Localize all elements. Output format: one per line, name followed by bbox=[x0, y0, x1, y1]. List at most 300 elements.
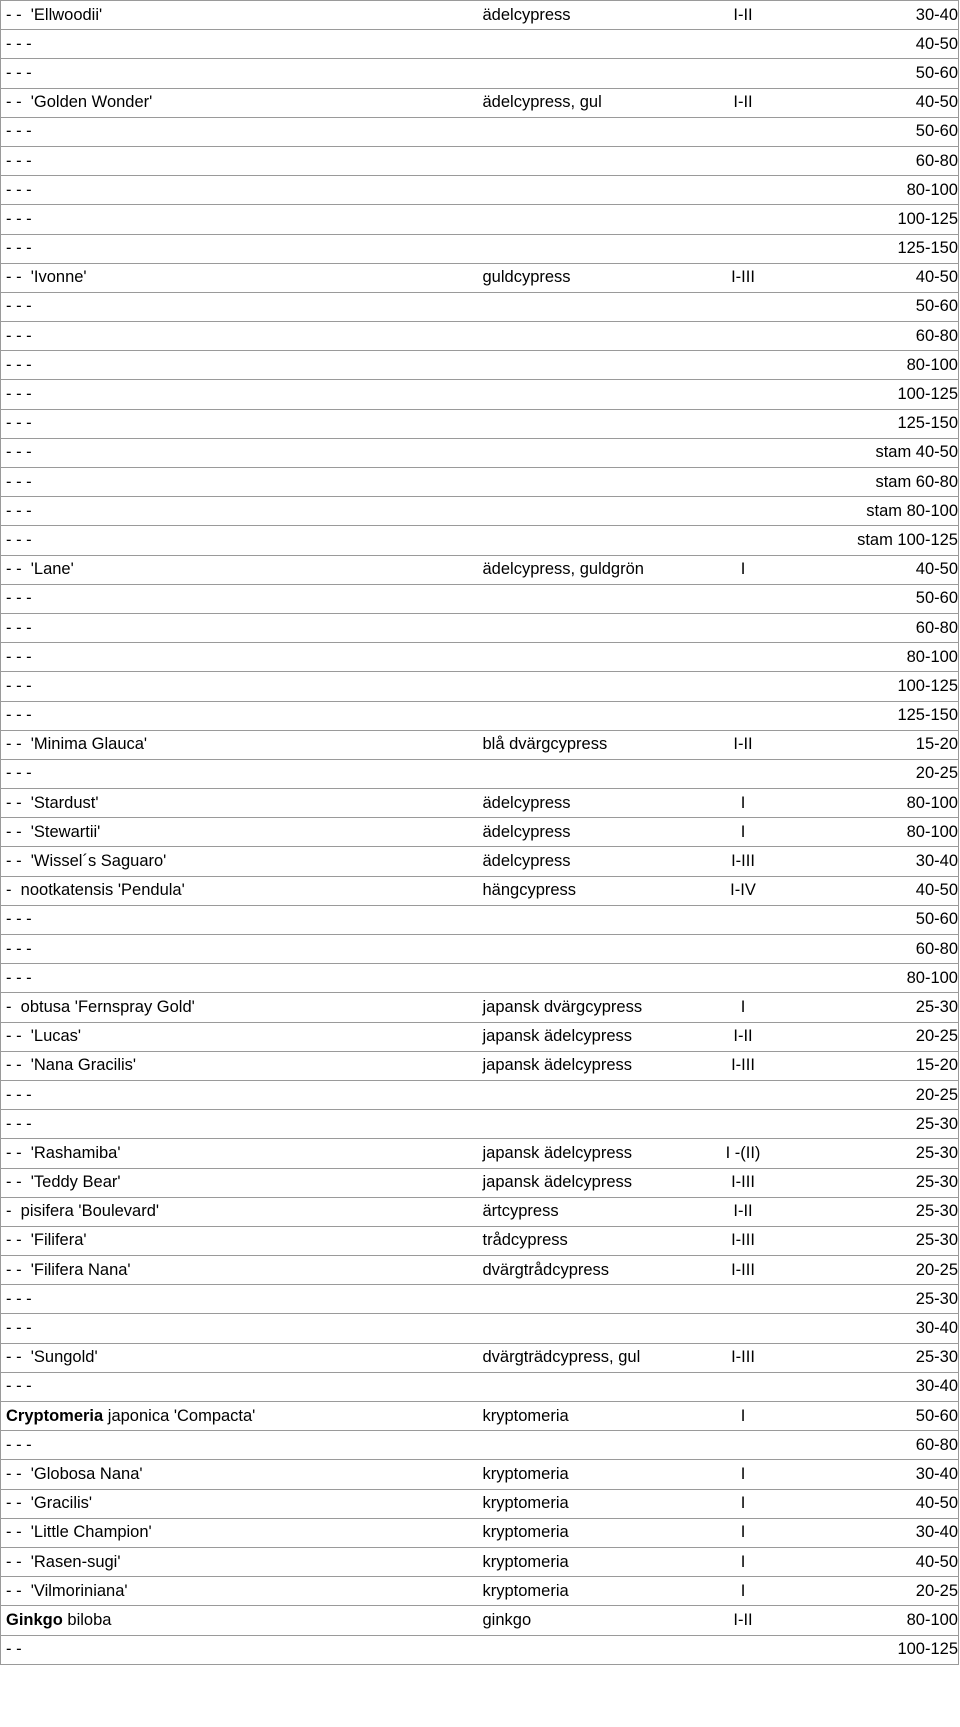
size-cell: 20-25 bbox=[776, 759, 959, 788]
plant-name-cell bbox=[1, 643, 478, 672]
hardiness-zone-cell bbox=[706, 176, 776, 205]
plant-name: - - - bbox=[6, 706, 32, 725]
size-cell: 30-40 bbox=[776, 1, 959, 30]
hardiness-zone-cell: I-III bbox=[706, 263, 776, 292]
hardiness-zone-cell: I bbox=[706, 1402, 776, 1431]
size-cell: stam 80-100 bbox=[776, 497, 959, 526]
plant-name: - - 'Globosa Nana' bbox=[6, 1464, 143, 1483]
size-cell: 40-50 bbox=[776, 88, 959, 117]
hardiness-zone-cell bbox=[706, 409, 776, 438]
table-row bbox=[1, 1431, 959, 1460]
plant-name-cell bbox=[1, 1489, 478, 1518]
plant-name-cell bbox=[1, 759, 478, 788]
plant-name-cell bbox=[1, 905, 478, 934]
plant-name: biloba bbox=[62, 1610, 112, 1629]
plant-name: - - - bbox=[6, 647, 32, 666]
hardiness-zone-cell: I-II bbox=[706, 730, 776, 759]
plant-name-cell bbox=[1, 847, 478, 876]
hardiness-zone-cell bbox=[706, 292, 776, 321]
hardiness-zone-cell: I-III bbox=[706, 847, 776, 876]
common-name-cell bbox=[478, 905, 706, 934]
size-cell: 30-40 bbox=[776, 1314, 959, 1343]
table-row bbox=[1, 88, 959, 117]
common-name-cell: ärtcypress bbox=[478, 1197, 706, 1226]
plant-name-cell bbox=[1, 30, 478, 59]
plant-name-cell bbox=[1, 1314, 478, 1343]
common-name-cell: kryptomeria bbox=[478, 1518, 706, 1547]
plant-name-cell bbox=[1, 1080, 478, 1109]
common-name-cell: guldcypress bbox=[478, 263, 706, 292]
hardiness-zone-cell bbox=[706, 584, 776, 613]
size-cell: 80-100 bbox=[776, 643, 959, 672]
table-row bbox=[1, 701, 959, 730]
common-name-cell bbox=[478, 468, 706, 497]
plant-name-cell bbox=[1, 555, 478, 584]
common-name-cell: japansk ädelcypress bbox=[478, 1022, 706, 1051]
common-name-cell bbox=[478, 672, 706, 701]
common-name-cell bbox=[478, 322, 706, 351]
size-cell: 20-25 bbox=[776, 1577, 959, 1606]
plant-name: - - - bbox=[6, 355, 32, 374]
size-cell: 40-50 bbox=[776, 555, 959, 584]
table-row bbox=[1, 1197, 959, 1226]
plant-name-cell bbox=[1, 993, 478, 1022]
plant-name: - - - bbox=[6, 385, 32, 404]
common-name-cell: kryptomeria bbox=[478, 1402, 706, 1431]
common-name-cell bbox=[478, 234, 706, 263]
size-cell: 60-80 bbox=[776, 613, 959, 642]
hardiness-zone-cell bbox=[706, 643, 776, 672]
plant-name-cell bbox=[1, 176, 478, 205]
table-row bbox=[1, 409, 959, 438]
plant-name: - - - bbox=[6, 676, 32, 695]
hardiness-zone-cell bbox=[706, 322, 776, 351]
plant-name: - - - bbox=[6, 239, 32, 258]
size-cell: 30-40 bbox=[776, 1372, 959, 1401]
table-row bbox=[1, 1577, 959, 1606]
plant-name-cell bbox=[1, 1285, 478, 1314]
table-row bbox=[1, 1, 959, 30]
common-name-cell: hängcypress bbox=[478, 876, 706, 905]
plant-name: - - bbox=[6, 1640, 22, 1659]
common-name-cell bbox=[478, 59, 706, 88]
table-row bbox=[1, 292, 959, 321]
plant-name: - - - bbox=[6, 530, 32, 549]
plant-name-cell bbox=[1, 701, 478, 730]
plant-name-cell bbox=[1, 1256, 478, 1285]
plant-name: - - 'Lane' bbox=[6, 560, 74, 579]
common-name-cell: ädelcypress bbox=[478, 1, 706, 30]
common-name-cell bbox=[478, 526, 706, 555]
table-row bbox=[1, 380, 959, 409]
size-cell: 80-100 bbox=[776, 1606, 959, 1635]
plant-name-cell bbox=[1, 1051, 478, 1080]
size-cell: 50-60 bbox=[776, 292, 959, 321]
size-cell: 50-60 bbox=[776, 905, 959, 934]
genus-name: Ginkgo bbox=[6, 1610, 63, 1629]
table-row bbox=[1, 730, 959, 759]
plant-name-cell bbox=[1, 1168, 478, 1197]
common-name-cell: ädelcypress bbox=[478, 847, 706, 876]
plant-name: - - - bbox=[6, 63, 32, 82]
hardiness-zone-cell: I-II bbox=[706, 1022, 776, 1051]
plant-name: - - - bbox=[6, 151, 32, 170]
hardiness-zone-cell bbox=[706, 1285, 776, 1314]
plant-name-cell bbox=[1, 263, 478, 292]
hardiness-zone-cell bbox=[706, 1431, 776, 1460]
plant-name-cell bbox=[1, 497, 478, 526]
plant-name-cell bbox=[1, 1022, 478, 1051]
plant-name: - - - bbox=[6, 1377, 32, 1396]
hardiness-zone-cell bbox=[706, 30, 776, 59]
common-name-cell bbox=[478, 1110, 706, 1139]
common-name-cell bbox=[478, 1431, 706, 1460]
common-name-cell bbox=[478, 1372, 706, 1401]
common-name-cell: kryptomeria bbox=[478, 1547, 706, 1576]
plant-name: - - - bbox=[6, 1435, 32, 1454]
size-cell: 25-30 bbox=[776, 1343, 959, 1372]
hardiness-zone-cell: I-II bbox=[706, 88, 776, 117]
hardiness-zone-cell: I-II bbox=[706, 1, 776, 30]
plant-name-cell bbox=[1, 234, 478, 263]
common-name-cell bbox=[478, 643, 706, 672]
plant-name-cell bbox=[1, 1372, 478, 1401]
table-row bbox=[1, 1314, 959, 1343]
size-cell: 50-60 bbox=[776, 584, 959, 613]
size-cell: 100-125 bbox=[776, 205, 959, 234]
plant-name-cell bbox=[1, 1197, 478, 1226]
table-row bbox=[1, 613, 959, 642]
plant-name-cell bbox=[1, 1139, 478, 1168]
plant-name: - - - bbox=[6, 326, 32, 345]
size-cell: 80-100 bbox=[776, 789, 959, 818]
plant-name: - nootkatensis 'Pendula' bbox=[6, 881, 185, 900]
plant-name: - pisifera 'Boulevard' bbox=[6, 1202, 160, 1221]
size-cell: 30-40 bbox=[776, 847, 959, 876]
table-row bbox=[1, 964, 959, 993]
size-cell: 50-60 bbox=[776, 117, 959, 146]
plant-name-cell bbox=[1, 438, 478, 467]
table-row bbox=[1, 935, 959, 964]
plant-name: - - - bbox=[6, 968, 32, 987]
size-cell: 100-125 bbox=[776, 1635, 959, 1664]
plant-name: - - - bbox=[6, 764, 32, 783]
common-name-cell bbox=[478, 292, 706, 321]
table-row bbox=[1, 672, 959, 701]
size-cell: 25-30 bbox=[776, 1110, 959, 1139]
table-row bbox=[1, 234, 959, 263]
plant-name: - - - bbox=[6, 618, 32, 637]
plant-name-cell bbox=[1, 1, 478, 30]
plant-name-cell bbox=[1, 613, 478, 642]
size-cell: 25-30 bbox=[776, 1197, 959, 1226]
hardiness-zone-cell: I-III bbox=[706, 1343, 776, 1372]
table-row bbox=[1, 584, 959, 613]
hardiness-zone-cell bbox=[706, 234, 776, 263]
plant-name-cell bbox=[1, 1402, 478, 1431]
plant-name-cell bbox=[1, 468, 478, 497]
plant-name: - - - bbox=[6, 1114, 32, 1133]
plant-name: - - 'Lucas' bbox=[6, 1027, 82, 1046]
common-name-cell: ädelcypress, gul bbox=[478, 88, 706, 117]
plant-name: - - 'Filifera Nana' bbox=[6, 1260, 131, 1279]
plant-name: - - - bbox=[6, 122, 32, 141]
size-cell: 60-80 bbox=[776, 146, 959, 175]
plant-name: - - 'Teddy Bear' bbox=[6, 1173, 121, 1192]
hardiness-zone-cell bbox=[706, 905, 776, 934]
common-name-cell bbox=[478, 1314, 706, 1343]
table-row bbox=[1, 1402, 959, 1431]
plant-name: - - 'Stewartii' bbox=[6, 822, 101, 841]
plant-name: - - 'Ivonne' bbox=[6, 268, 87, 287]
size-cell: 25-30 bbox=[776, 1139, 959, 1168]
hardiness-zone-cell bbox=[706, 1080, 776, 1109]
common-name-cell: ginkgo bbox=[478, 1606, 706, 1635]
hardiness-zone-cell bbox=[706, 438, 776, 467]
hardiness-zone-cell: I bbox=[706, 818, 776, 847]
plant-name: - - - bbox=[6, 589, 32, 608]
hardiness-zone-cell: I bbox=[706, 1518, 776, 1547]
common-name-cell: dvärgtrådcypress bbox=[478, 1256, 706, 1285]
plant-name: - - 'Stardust' bbox=[6, 793, 99, 812]
table-row bbox=[1, 1489, 959, 1518]
plant-name: - - - bbox=[6, 180, 32, 199]
plant-name-cell bbox=[1, 1635, 478, 1664]
table-row bbox=[1, 1285, 959, 1314]
table-row bbox=[1, 1051, 959, 1080]
plant-name-cell bbox=[1, 380, 478, 409]
plant-name: - - - bbox=[6, 472, 32, 491]
hardiness-zone-cell: I-IV bbox=[706, 876, 776, 905]
size-cell: 40-50 bbox=[776, 1489, 959, 1518]
plant-name: - - - bbox=[6, 1289, 32, 1308]
table-row bbox=[1, 759, 959, 788]
plant-name: - - 'Wissel´s Saguaro' bbox=[6, 852, 167, 871]
hardiness-zone-cell: I bbox=[706, 1547, 776, 1576]
common-name-cell bbox=[478, 584, 706, 613]
table-body bbox=[1, 1, 959, 1665]
table-row bbox=[1, 993, 959, 1022]
size-cell: 25-30 bbox=[776, 1285, 959, 1314]
plant-name-cell bbox=[1, 88, 478, 117]
plant-name-cell bbox=[1, 1460, 478, 1489]
common-name-cell: kryptomeria bbox=[478, 1577, 706, 1606]
hardiness-zone-cell bbox=[706, 1110, 776, 1139]
common-name-cell bbox=[478, 117, 706, 146]
size-cell: 25-30 bbox=[776, 1226, 959, 1255]
plant-name: - - 'Filifera' bbox=[6, 1231, 87, 1250]
table-row bbox=[1, 176, 959, 205]
table-row bbox=[1, 1635, 959, 1664]
size-cell: 100-125 bbox=[776, 380, 959, 409]
plant-name-cell bbox=[1, 526, 478, 555]
common-name-cell bbox=[478, 205, 706, 234]
plant-name: - - 'Golden Wonder' bbox=[6, 93, 153, 112]
size-cell: 80-100 bbox=[776, 176, 959, 205]
size-cell: 20-25 bbox=[776, 1080, 959, 1109]
plant-name-cell bbox=[1, 117, 478, 146]
plant-name: - - - bbox=[6, 209, 32, 228]
table-row bbox=[1, 1080, 959, 1109]
table-row bbox=[1, 1256, 959, 1285]
hardiness-zone-cell bbox=[706, 701, 776, 730]
common-name-cell bbox=[478, 1285, 706, 1314]
table-row bbox=[1, 1168, 959, 1197]
table-row bbox=[1, 263, 959, 292]
common-name-cell bbox=[478, 759, 706, 788]
plant-name-cell bbox=[1, 818, 478, 847]
plant-name: japonica 'Compacta' bbox=[103, 1406, 256, 1425]
table-row bbox=[1, 205, 959, 234]
common-name-cell bbox=[478, 935, 706, 964]
table-row bbox=[1, 526, 959, 555]
plant-name-cell bbox=[1, 1431, 478, 1460]
common-name-cell bbox=[478, 176, 706, 205]
common-name-cell: ädelcypress bbox=[478, 789, 706, 818]
size-cell: 125-150 bbox=[776, 409, 959, 438]
size-cell: 15-20 bbox=[776, 730, 959, 759]
plant-name-cell bbox=[1, 59, 478, 88]
plant-name: - - - bbox=[6, 1319, 32, 1338]
hardiness-zone-cell: I bbox=[706, 1577, 776, 1606]
common-name-cell bbox=[478, 613, 706, 642]
common-name-cell: japansk dvärgcypress bbox=[478, 993, 706, 1022]
table-row bbox=[1, 876, 959, 905]
table-row bbox=[1, 30, 959, 59]
common-name-cell bbox=[478, 497, 706, 526]
size-cell: 40-50 bbox=[776, 263, 959, 292]
common-name-cell: ädelcypress, guldgrön bbox=[478, 555, 706, 584]
table-row bbox=[1, 1226, 959, 1255]
plant-name-cell bbox=[1, 935, 478, 964]
size-cell: stam 60-80 bbox=[776, 468, 959, 497]
common-name-cell: trådcypress bbox=[478, 1226, 706, 1255]
plant-name: - - 'Sungold' bbox=[6, 1348, 98, 1367]
plant-name-cell bbox=[1, 409, 478, 438]
common-name-cell: japansk ädelcypress bbox=[478, 1168, 706, 1197]
plant-name-cell bbox=[1, 351, 478, 380]
common-name-cell bbox=[478, 438, 706, 467]
plant-name-cell bbox=[1, 205, 478, 234]
hardiness-zone-cell bbox=[706, 468, 776, 497]
table-row bbox=[1, 1343, 959, 1372]
common-name-cell bbox=[478, 409, 706, 438]
table-row bbox=[1, 59, 959, 88]
table-row bbox=[1, 1518, 959, 1547]
plant-name-cell bbox=[1, 292, 478, 321]
hardiness-zone-cell: I-II bbox=[706, 1606, 776, 1635]
plant-name-cell bbox=[1, 1606, 478, 1635]
table-row bbox=[1, 555, 959, 584]
common-name-cell bbox=[478, 1080, 706, 1109]
plant-name: - - 'Vilmoriniana' bbox=[6, 1581, 128, 1600]
plant-name-cell bbox=[1, 789, 478, 818]
size-cell: 15-20 bbox=[776, 1051, 959, 1080]
hardiness-zone-cell bbox=[706, 351, 776, 380]
size-cell: 125-150 bbox=[776, 701, 959, 730]
common-name-cell bbox=[478, 351, 706, 380]
hardiness-zone-cell bbox=[706, 672, 776, 701]
plant-name: - - 'Nana Gracilis' bbox=[6, 1056, 137, 1075]
plant-name: - - - bbox=[6, 1085, 32, 1104]
common-name-cell bbox=[478, 1635, 706, 1664]
hardiness-zone-cell: I-III bbox=[706, 1051, 776, 1080]
size-cell: 60-80 bbox=[776, 935, 959, 964]
plant-name: - - - bbox=[6, 414, 32, 433]
plant-name: - - 'Minima Glauca' bbox=[6, 735, 148, 754]
hardiness-zone-cell bbox=[706, 1372, 776, 1401]
plant-name: - - - bbox=[6, 910, 32, 929]
table-row bbox=[1, 1606, 959, 1635]
plant-name-cell bbox=[1, 1547, 478, 1576]
hardiness-zone-cell: I bbox=[706, 1489, 776, 1518]
plant-name-cell bbox=[1, 1110, 478, 1139]
hardiness-zone-cell bbox=[706, 964, 776, 993]
plant-name-cell bbox=[1, 146, 478, 175]
plant-name-cell bbox=[1, 730, 478, 759]
size-cell: 60-80 bbox=[776, 322, 959, 351]
table-row bbox=[1, 497, 959, 526]
size-cell: 40-50 bbox=[776, 876, 959, 905]
table-row bbox=[1, 351, 959, 380]
plant-name-cell bbox=[1, 322, 478, 351]
plant-name-cell bbox=[1, 964, 478, 993]
common-name-cell: japansk ädelcypress bbox=[478, 1051, 706, 1080]
plant-name-cell bbox=[1, 672, 478, 701]
common-name-cell: kryptomeria bbox=[478, 1489, 706, 1518]
size-cell: 30-40 bbox=[776, 1518, 959, 1547]
hardiness-zone-cell bbox=[706, 117, 776, 146]
common-name-cell bbox=[478, 30, 706, 59]
plant-name: - - - bbox=[6, 34, 32, 53]
table-row bbox=[1, 322, 959, 351]
genus-name: Cryptomeria bbox=[6, 1406, 104, 1425]
plant-name: - obtusa 'Fernspray Gold' bbox=[6, 997, 195, 1016]
table-row bbox=[1, 1372, 959, 1401]
hardiness-zone-cell: I-III bbox=[706, 1226, 776, 1255]
hardiness-zone-cell bbox=[706, 380, 776, 409]
table-row bbox=[1, 117, 959, 146]
plant-name: - - - bbox=[6, 501, 32, 520]
table-row bbox=[1, 847, 959, 876]
hardiness-zone-cell: I bbox=[706, 789, 776, 818]
size-cell: 40-50 bbox=[776, 1547, 959, 1576]
size-cell: 60-80 bbox=[776, 1431, 959, 1460]
size-cell: 100-125 bbox=[776, 672, 959, 701]
plant-name-cell bbox=[1, 584, 478, 613]
hardiness-zone-cell bbox=[706, 759, 776, 788]
size-cell: 20-25 bbox=[776, 1022, 959, 1051]
common-name-cell bbox=[478, 146, 706, 175]
size-cell: 40-50 bbox=[776, 30, 959, 59]
table-row bbox=[1, 1110, 959, 1139]
hardiness-zone-cell bbox=[706, 146, 776, 175]
plant-name-cell bbox=[1, 1343, 478, 1372]
plant-name: - - - bbox=[6, 443, 32, 462]
common-name-cell: dvärgträdcypress, gul bbox=[478, 1343, 706, 1372]
common-name-cell bbox=[478, 964, 706, 993]
table-row bbox=[1, 818, 959, 847]
plant-name: - - 'Ellwoodii' bbox=[6, 5, 103, 24]
hardiness-zone-cell bbox=[706, 205, 776, 234]
size-cell: 50-60 bbox=[776, 59, 959, 88]
size-cell: 80-100 bbox=[776, 351, 959, 380]
table-row bbox=[1, 1139, 959, 1168]
size-cell: 30-40 bbox=[776, 1460, 959, 1489]
common-name-cell: ädelcypress bbox=[478, 818, 706, 847]
hardiness-zone-cell: I-III bbox=[706, 1256, 776, 1285]
hardiness-zone-cell bbox=[706, 59, 776, 88]
